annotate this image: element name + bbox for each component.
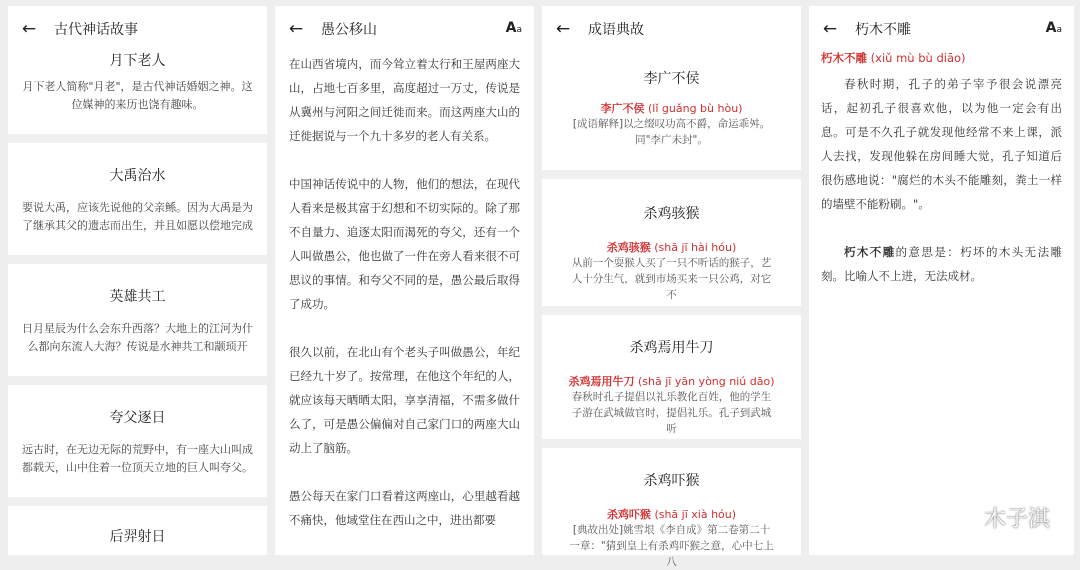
page-title: 愚公移山 [321, 22, 377, 38]
font-size-icon[interactable] [1046, 20, 1062, 36]
story-summary: 日月星辰为什么会东升西落？大地上的江河为什么都向东流人大海？传说是水神共工和颛顼开 [22, 322, 253, 353]
divider [8, 376, 267, 385]
idiom-description: [典故出处]姚雪垠《李自成》第二卷第二十一章："猜到皇上有杀鸡吓猴之意，心中七上八 [569, 524, 774, 568]
top-bar [275, 6, 534, 52]
article-paragraph: 中国神话传说中的人物，他们的想法，在现代人看来是极其富于幻想和不切实际的。除了那不自量力、追逐太阳而渴死的夸父，还有一个人叫做愚公，他也做了一件在旁人看来很不可思议的事情。和夸父不同的是，愚公最后取得了成功。 [289, 177, 520, 311]
idiom-list-screen [542, 6, 801, 568]
story-summary: 要说大禹，应该先说他的父亲鲧。因为大禹是为了继承其父的遗志而出生，并且如愿以偿地完成 [22, 201, 253, 232]
idiom-description: 春秋时孔子提倡以礼乐教化百姓，他的学生子游在武城做官时，提倡礼乐。孔子到武城听 [571, 391, 772, 435]
idiom-card[interactable] [542, 315, 801, 439]
idiom-name: 杀鸡焉用牛刀 [568, 375, 635, 388]
idiom-title: 杀鸡吓猴 [643, 473, 700, 489]
article-paragraph: 愚公每天在家门口看着这两座山，心里越看越不痛快，他域堂住在西山之中，进出都要 [289, 489, 520, 527]
idiom-pinyin-text: (shā jī hài hóu) [654, 241, 737, 254]
page-title: 古代神话故事 [54, 22, 138, 38]
idiom-detail-body [809, 46, 1074, 288]
idiom-title: 杀鸡焉用牛刀 [629, 340, 714, 356]
watermark [948, 502, 1050, 533]
idiom-pinyin [542, 100, 801, 116]
idiom-pinyin [542, 373, 801, 389]
font-size-icon-big: A [1045, 20, 1057, 36]
back-arrow-icon[interactable]: ← [21, 19, 37, 39]
idiom-title: 李广不侯 [643, 71, 700, 87]
story-card[interactable] [8, 143, 267, 255]
font-size-icon[interactable] [506, 20, 522, 36]
page-title: 朽木不雕 [855, 22, 911, 38]
back-arrow-icon[interactable]: ← [555, 19, 571, 39]
story-title: 英雄共工 [109, 289, 166, 305]
divider [8, 497, 267, 506]
idiom-meaning-text: 的意思是：朽坏的木头无法雕刻。比喻人不上进，无法成材。 [821, 245, 1062, 283]
idiom-meaning-term: 朽木不雕 [844, 245, 896, 259]
idiom-meaning [821, 240, 1062, 288]
top-bar [809, 6, 1074, 52]
story-title: 夸父逐日 [109, 410, 166, 426]
idiom-name: 李广不侯 [600, 102, 645, 115]
font-size-icon-small: a [1056, 25, 1062, 35]
story-card[interactable] [8, 50, 267, 134]
idiom-description: 从前一个耍猴人买了一只不听话的猴子，艺人十分生气，就到市场买来一只公鸡，对它不 [571, 257, 772, 301]
divider [542, 439, 801, 448]
story-card[interactable] [8, 385, 267, 497]
story-card[interactable] [8, 506, 267, 546]
idiom-name: 杀鸡吓猴 [606, 508, 651, 521]
font-size-icon-small: a [516, 25, 522, 35]
page-title: 成语典故 [588, 22, 644, 38]
divider [8, 134, 267, 143]
article-body [275, 52, 534, 532]
divider [542, 306, 801, 315]
back-arrow-icon[interactable]: ← [288, 19, 304, 39]
idiom-pinyin-text: (shā jī yān yòng niú dāo) [638, 375, 775, 388]
story-title: 后羿射日 [109, 529, 166, 545]
story-title: 大禹治水 [109, 168, 166, 184]
idiom-pinyin [542, 239, 801, 255]
idiom-name: 朽木不雕 [821, 51, 867, 65]
story-detail-screen [275, 6, 534, 555]
wechat-icon [948, 506, 978, 530]
story-summary: 月下老人简称"月老"，是古代神话婚姻之神。这位媒神的来历也饶有趣味。 [22, 80, 253, 111]
story-title: 月下老人 [109, 53, 166, 69]
idiom-detail-screen [809, 6, 1074, 555]
story-list-screen [8, 6, 267, 555]
article-paragraph: 在山西省境内，而今耸立着太行和王屋两座大山，占地七百多里，高度超过一万丈，传说是从冀州与河阳之间迁徙而来。而这两座大山的迁徙据说与一个九十多岁的老人有关系。 [289, 57, 520, 143]
article-paragraph: 很久以前，在北山有个老头子叫做愚公，年纪已经九十岁了。按常理，在他这个年纪的人，就应该每天晒晒太阳，享享清福，不需多做什么了，可是愚公偏偏对自己家门口的两座大山动上了脑筋。 [289, 345, 520, 455]
story-card[interactable] [8, 264, 267, 376]
idiom-pinyin: (xiǔ mù bù diāo) [870, 51, 966, 65]
idiom-pinyin-text: (lǐ guǎng bù hòu) [648, 102, 743, 115]
idiom-description: [成语解释]以之缀叹功高不爵，命运乖舛。同"李广未封"。 [572, 118, 771, 146]
divider [542, 170, 801, 179]
idiom-card[interactable] [542, 448, 801, 568]
idiom-pinyin [542, 506, 801, 522]
top-bar [8, 6, 267, 52]
story-summary: 远古时，在无边无际的荒野中，有一座大山叫成都载天，山中住着一位顶天立地的巨人叫夸父。 [22, 443, 253, 474]
divider [8, 255, 267, 264]
idiom-story: 春秋时期，孔子的弟子宰予很会说漂亮话，起初孔子很喜欢他，以为他一定会有出息。可是不久孔子就发现他经常不来上课，派人去找，发现他躲在房间睡大觉，孔子知道后很伤感地说："腐烂的木头不能雕刻，粪土一样的墙壁不能粉刷。"。 [821, 77, 1062, 211]
watermark-text: 木子淇 [983, 507, 1050, 532]
idiom-title: 杀鸡骇猴 [643, 206, 700, 222]
back-arrow-icon[interactable]: ← [822, 19, 838, 39]
idiom-card[interactable] [542, 52, 801, 170]
idiom-card[interactable] [542, 179, 801, 306]
font-size-icon-big: A [505, 20, 517, 36]
idiom-name: 杀鸡骇猴 [606, 241, 651, 254]
idiom-pinyin-text: (shā jī xià hóu) [654, 508, 737, 521]
top-bar [542, 6, 801, 52]
